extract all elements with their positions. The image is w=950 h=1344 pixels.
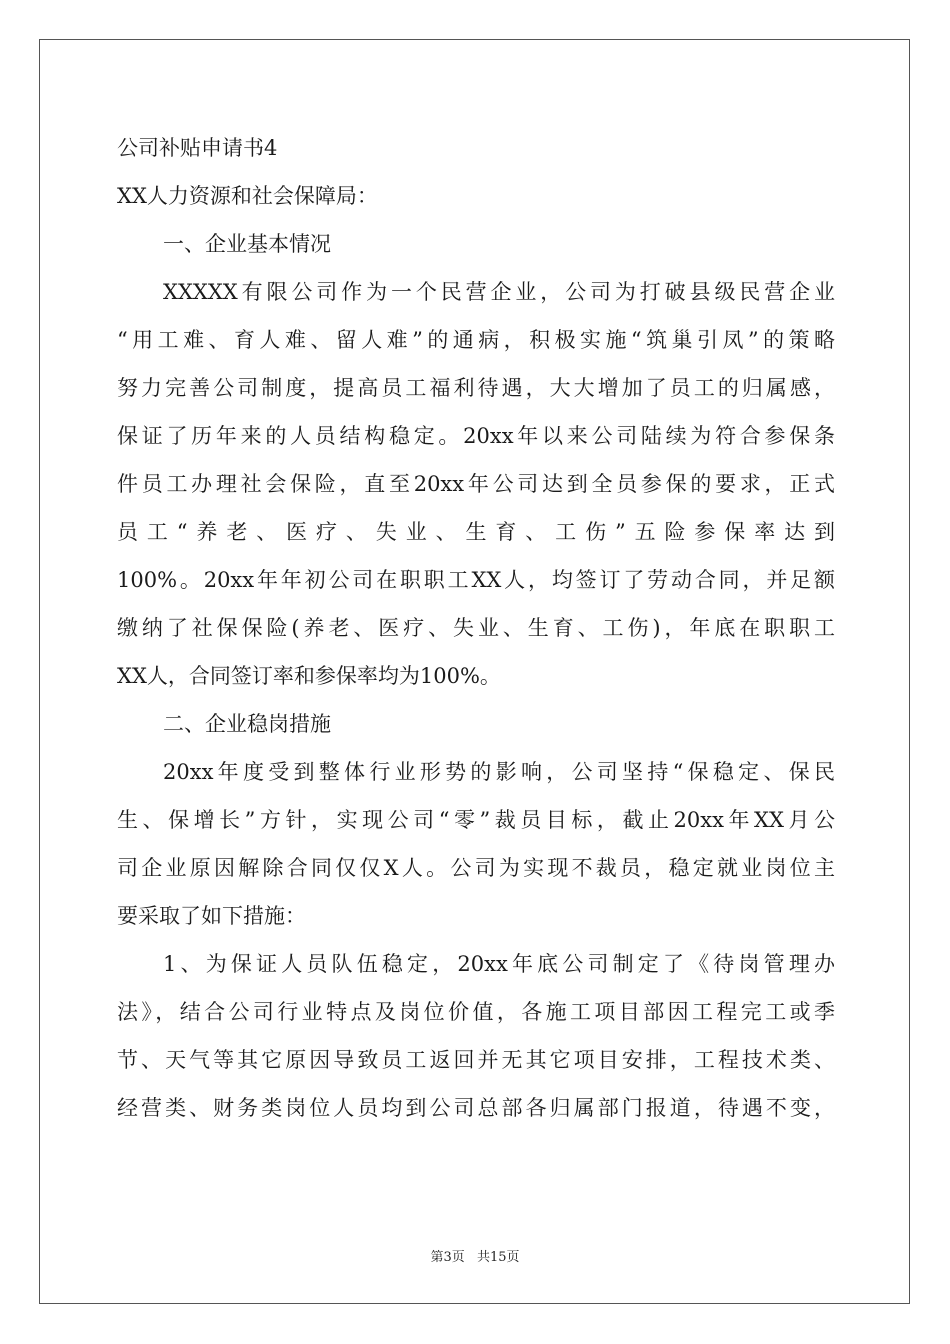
paragraph-line: 员工“养老、医疗、失业、生育、工伤”五险参保率达到: [117, 520, 835, 544]
document-body: [117, 124, 835, 1132]
page-footer: [0, 1246, 950, 1265]
section-heading: 一、企业基本情况: [163, 232, 331, 256]
paragraph-line: 100%。20xx年年初公司在职职工XX人，均签订了劳动合同，并足额: [117, 568, 835, 592]
paragraph-line: “用工难、育人难、留人难”的通病，积极实施“筑巢引凤”的策略: [117, 328, 835, 352]
page-total: 共15页: [476, 1250, 520, 1265]
paragraph-line: 节、天气等其它原因导致员工返回并无其它项目安排，工程技术类、: [117, 1048, 835, 1072]
paragraph-line: 缴纳了社保保险(养老、医疗、失业、生育、工伤)，年底在职职工: [117, 616, 835, 640]
paragraph-line: 保证了历年来的人员结构稳定。20xx年以来公司陆续为符合参保条: [117, 424, 835, 448]
paragraph-line: XXXXX有限公司作为一个民营企业，公司为打破县级民营企业: [163, 280, 835, 304]
section-heading: 二、企业稳岗措施: [163, 712, 331, 736]
paragraph-line: XX人，合同签订率和参保率均为100%。: [117, 664, 501, 688]
paragraph-line: 件员工办理社会保险，直至20xx年公司达到全员参保的要求，正式: [117, 472, 835, 496]
paragraph-line: 努力完善公司制度，提高员工福利待遇，大大增加了员工的归属感，: [117, 376, 835, 400]
paragraph-line: 生、保增长”方针，实现公司“零”裁员目标，截止20xx年XX月公: [117, 808, 835, 832]
paragraph-line: 经营类、财务类岗位人员均到公司总部各归属部门报道，待遇不变，: [117, 1096, 835, 1120]
addressee: XX人力资源和社会保障局：: [117, 184, 378, 208]
paragraph-line: 要采取了如下措施：: [117, 904, 306, 928]
paragraph-line: 司企业原因解除合同仅仅X人。公司为实现不裁员，稳定就业岗位主: [117, 856, 835, 880]
paragraph-line: 1、为保证人员队伍稳定，20xx年底公司制定了《待岗管理办: [163, 952, 835, 976]
page-number: 第3页: [430, 1250, 465, 1265]
paragraph-line: 法》，结合公司行业特点及岗位价值，各施工项目部因工程完工或季: [117, 1000, 835, 1024]
paragraph-line: 20xx年度受到整体行业形势的影响，公司坚持“保稳定、保民: [163, 760, 835, 784]
document-title: 公司补贴申请书4: [117, 136, 278, 160]
